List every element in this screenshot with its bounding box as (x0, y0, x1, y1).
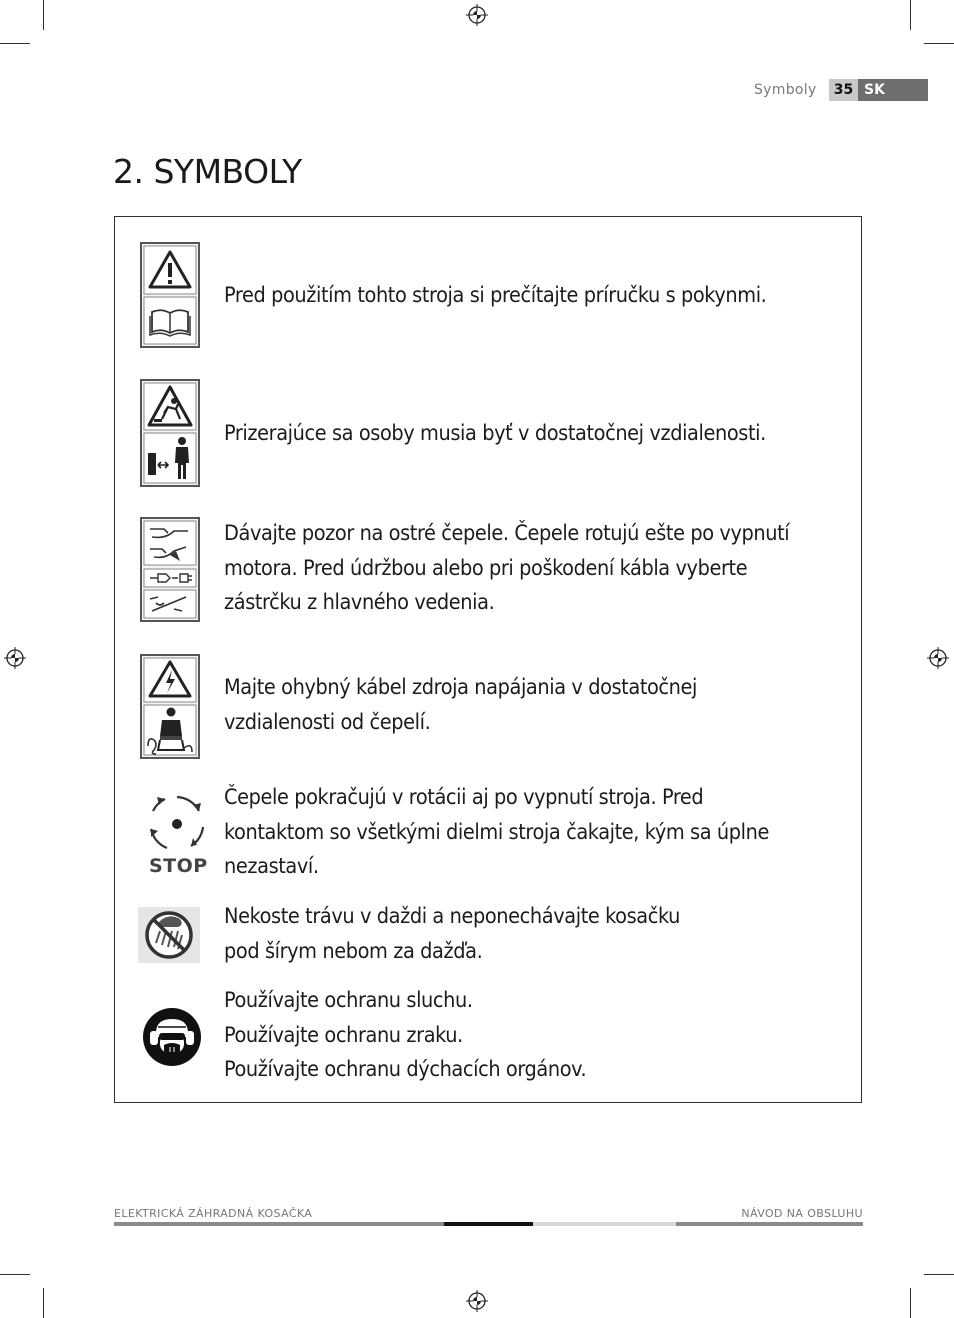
symbol-description (224, 417, 854, 452)
description-line: Používajte ochranu dýchacích orgánov. (224, 1057, 587, 1082)
electric-cable-warning-icon (140, 654, 202, 760)
stop-label: STOP (149, 855, 208, 877)
crop-mark (43, 1288, 44, 1318)
registration-mark-icon (927, 647, 949, 669)
description-line: kontaktom so všetkými dielmi stroja čakajte, kým sa úplne (224, 819, 770, 845)
description-line: Používajte ochranu sluchu. (224, 988, 473, 1013)
no-rain-icon (138, 907, 200, 963)
page-number: 35 (829, 79, 858, 101)
protective-equipment-icon (142, 1007, 202, 1067)
description-line: pod šírym nebom za dažďa. (224, 938, 483, 964)
description-line: motora. Pred údržbou alebo pri poškodení kábla vyberte (224, 555, 748, 581)
crop-mark (910, 1288, 911, 1318)
description-line: nezastaví. (224, 854, 319, 879)
crop-mark (924, 43, 954, 44)
footer-bar (114, 1222, 444, 1226)
blade-stop-icon (145, 791, 209, 881)
language-tab: SK (858, 79, 928, 101)
crop-mark (0, 43, 30, 44)
footer-bar (676, 1222, 863, 1226)
header-section-label: Symboly (754, 82, 817, 98)
symbol-description (224, 900, 854, 969)
description-line: zástrčku z hlavného vedenia. (224, 590, 495, 615)
footer-bar (533, 1222, 676, 1226)
description-line: Používajte ochranu zraku. (224, 1022, 463, 1048)
footer-product-name: ELEKTRICKÁ ZÁHRADNÁ KOSAČKA (114, 1207, 313, 1220)
crop-mark (43, 0, 44, 30)
description-line: Pred použitím tohto stroja si prečítajte príručku s pokynmi. (224, 283, 767, 308)
page-title: 2. SYMBOLY (113, 152, 302, 191)
description-line: Čepele pokračujú v rotácii aj po vypnutí stroja. Pred (224, 785, 704, 810)
symbol-description (224, 517, 854, 621)
crop-mark (0, 1274, 30, 1275)
description-line: Dávajte pozor na ostré čepele. Čepele rotujú ešte po vypnutí (224, 521, 790, 546)
description-line: vzdialenosti od čepelí. (224, 709, 431, 735)
description-line: Majte ohybný kábel zdroja napájania v dostatočnej (224, 675, 698, 700)
symbol-description (224, 984, 854, 1088)
registration-mark-icon (4, 647, 26, 669)
symbols-table (114, 216, 862, 1103)
symbol-description (224, 279, 854, 314)
footer-manual-label: NÁVOD NA OBSLUHU (741, 1207, 863, 1220)
keep-bystanders-away-icon (140, 379, 202, 489)
description-line: Prizerajúce sa osoby musia byť v dostatočnej vzdialenosti. (224, 421, 766, 446)
sharp-blades-unplug-icon (140, 517, 202, 623)
crop-mark (910, 0, 911, 30)
symbol-description (224, 671, 854, 740)
description-line: Nekoste trávu v daždi a neponechávajte kosačku (224, 904, 680, 929)
warning-read-manual-icon (140, 242, 202, 350)
registration-mark-icon (466, 4, 488, 26)
crop-mark (924, 1274, 954, 1275)
symbol-description (224, 781, 854, 885)
footer-bar (444, 1222, 533, 1226)
registration-mark-icon (466, 1290, 488, 1312)
